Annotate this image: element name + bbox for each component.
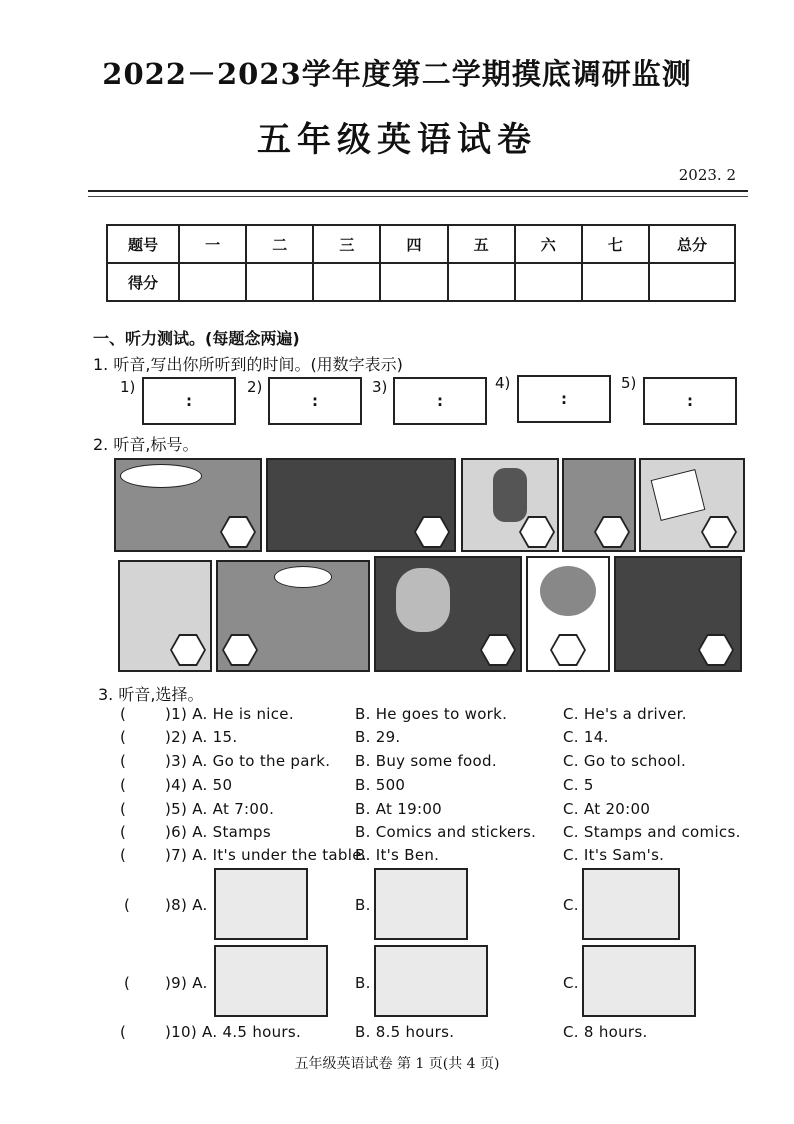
answer-paren[interactable]: ( xyxy=(120,1023,127,1041)
option-c: C. xyxy=(563,974,579,992)
picture-3 xyxy=(461,458,559,552)
question-2-instruction: 2. 听音,标号。 xyxy=(93,435,199,454)
header-divider xyxy=(88,190,748,192)
time-box-number: 4) xyxy=(495,374,511,392)
picture-4 xyxy=(562,458,636,552)
picture-1 xyxy=(114,458,262,552)
exam-date: 2023. 2 xyxy=(678,166,736,184)
score-cell-header: 三 xyxy=(313,225,380,263)
score-cell-label: 得分 xyxy=(107,263,179,301)
option-a: )2) A. 15. xyxy=(165,728,238,746)
answer-paren[interactable]: ( xyxy=(124,974,131,992)
score-cell-header: 二 xyxy=(246,225,313,263)
option-b: B. 29. xyxy=(355,728,401,746)
time-separator: : xyxy=(437,392,443,410)
picture-6 xyxy=(118,560,212,672)
score-cell-header: 七 xyxy=(582,225,649,263)
picture-8 xyxy=(374,556,522,672)
question-3-instruction: 3. 听音,选择。 xyxy=(98,685,204,704)
q8-option-b-image[interactable] xyxy=(374,868,468,940)
score-cell-total: 总分 xyxy=(649,225,735,263)
q9-option-b-image[interactable] xyxy=(374,945,488,1017)
q8-option-c-image[interactable] xyxy=(582,868,680,940)
score-input-cell[interactable] xyxy=(246,263,313,301)
q8-option-a-image[interactable] xyxy=(214,868,308,940)
option-b: B. At 19:00 xyxy=(355,800,443,818)
score-input-cell[interactable] xyxy=(582,263,649,301)
picture-10 xyxy=(614,556,742,672)
mascot-head xyxy=(540,566,596,616)
score-input-cell[interactable] xyxy=(649,263,735,301)
option-b: B. 500 xyxy=(355,776,406,794)
answer-paren[interactable]: ( xyxy=(120,776,127,794)
option-c: C. He's a driver. xyxy=(563,705,687,723)
picture-7 xyxy=(216,560,370,672)
time-separator: : xyxy=(687,392,693,410)
option-b: B. It's Ben. xyxy=(355,846,440,864)
question-1-instruction: 1. 听音,写出你所听到的时间。(用数字表示) xyxy=(93,355,403,374)
option-b: B. 8.5 hours. xyxy=(355,1023,455,1041)
option-a: )10) A. 4.5 hours. xyxy=(165,1023,302,1041)
page-footer: 五年级英语试卷 第 1 页(共 4 页) xyxy=(294,1056,500,1072)
score-cell-label: 题号 xyxy=(107,225,179,263)
picture-5 xyxy=(639,458,745,552)
option-a: )3) A. Go to the park. xyxy=(165,752,331,770)
face-illustration xyxy=(396,568,450,632)
answer-paren[interactable]: ( xyxy=(124,896,131,914)
time-answer-box[interactable] xyxy=(268,377,362,425)
time-box-number: 2) xyxy=(247,378,263,396)
option-a: )4) A. 50 xyxy=(165,776,233,794)
exam-title: 2022－2023学年度第二学期摸底调研监测 xyxy=(102,57,692,91)
time-separator: : xyxy=(186,392,192,410)
option-a: )9) A. xyxy=(165,974,208,992)
time-box-number: 3) xyxy=(372,378,388,396)
option-a: )8) A. xyxy=(165,896,208,914)
score-cell-header: 一 xyxy=(179,225,246,263)
time-separator: : xyxy=(561,390,567,408)
score-cell-header: 六 xyxy=(515,225,582,263)
time-box-number: 5) xyxy=(621,374,637,392)
score-table-header-row xyxy=(107,225,735,263)
picture-2 xyxy=(266,458,456,552)
score-table xyxy=(106,224,736,302)
score-cell-header: 五 xyxy=(448,225,515,263)
option-c: C. xyxy=(563,896,579,914)
header-divider-thin xyxy=(88,196,748,197)
speech-bubble xyxy=(120,464,202,488)
card-illustration xyxy=(651,469,706,521)
option-c: C. Stamps and comics. xyxy=(563,823,741,841)
score-input-cell[interactable] xyxy=(515,263,582,301)
option-c: C. 5 xyxy=(563,776,594,794)
option-c: C. It's Sam's. xyxy=(563,846,665,864)
option-a: )5) A. At 7:00. xyxy=(165,800,275,818)
answer-paren[interactable]: ( xyxy=(120,846,127,864)
score-input-cell[interactable] xyxy=(448,263,515,301)
option-c: C. 8 hours. xyxy=(563,1023,648,1041)
exam-subtitle: 五年级英语试卷 xyxy=(257,120,537,160)
option-b: B. Comics and stickers. xyxy=(355,823,537,841)
answer-paren[interactable]: ( xyxy=(120,752,127,770)
option-a: )7) A. It's under the table. xyxy=(165,846,367,864)
answer-paren[interactable]: ( xyxy=(120,823,127,841)
picture-9 xyxy=(526,556,610,672)
answer-paren[interactable]: ( xyxy=(120,800,127,818)
option-b: B. xyxy=(355,896,371,914)
option-a: )6) A. Stamps xyxy=(165,823,271,841)
time-answer-box[interactable] xyxy=(643,377,737,425)
option-c: C. At 20:00 xyxy=(563,800,651,818)
option-b: B. He goes to work. xyxy=(355,705,508,723)
answer-paren[interactable]: ( xyxy=(120,728,127,746)
score-input-cell[interactable] xyxy=(179,263,246,301)
score-cell-header: 四 xyxy=(380,225,447,263)
answer-paren[interactable]: ( xyxy=(120,705,127,723)
q9-option-c-image[interactable] xyxy=(582,945,696,1017)
score-input-cell[interactable] xyxy=(313,263,380,301)
q9-option-a-image[interactable] xyxy=(214,945,328,1017)
score-table-score-row xyxy=(107,263,735,301)
section-heading: 一、听力测试。(每题念两遍) xyxy=(93,329,300,348)
option-b: B. Buy some food. xyxy=(355,752,497,770)
time-box-number: 1) xyxy=(120,378,136,396)
speech-bubble xyxy=(274,566,332,588)
option-a: )1) A. He is nice. xyxy=(165,705,294,723)
option-c: C. 14. xyxy=(563,728,609,746)
option-b: B. xyxy=(355,974,371,992)
option-c: C. Go to school. xyxy=(563,752,687,770)
time-separator: : xyxy=(312,392,318,410)
score-input-cell[interactable] xyxy=(380,263,447,301)
time-answer-box[interactable] xyxy=(517,375,611,423)
time-answer-box[interactable] xyxy=(142,377,236,425)
time-answer-box[interactable] xyxy=(393,377,487,425)
figure-silhouette xyxy=(493,468,527,522)
